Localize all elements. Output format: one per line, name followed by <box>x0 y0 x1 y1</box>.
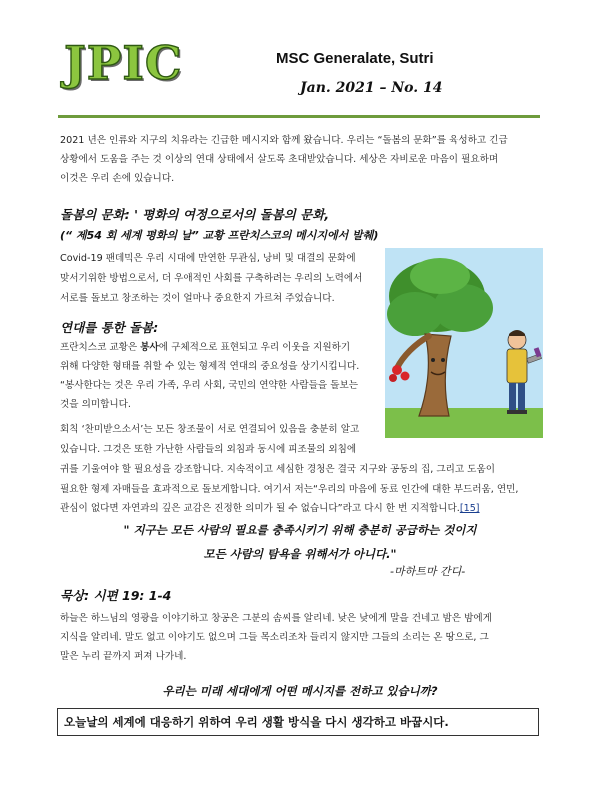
intro-line-2: 상황에서 도움을 주는 것 이상의 연대 상태에서 살도록 초대받았습니다. 세상은 자비로운 마음이 필요하며 <box>60 154 499 165</box>
tree-eye <box>431 358 435 362</box>
tree-eye <box>441 358 445 362</box>
section1-line-2: 맞서기위한 방법으로서, 더 우애적인 사회를 구축하려는 우리의 노력에서 <box>60 273 363 284</box>
org-title: MSC Generalate, Sutri <box>276 50 434 67</box>
section3-line-5 <box>60 499 480 518</box>
quote-line-1: " 지구는 모든 사람의 필요를 충족시키기 위해 충분히 공급하는 것이지 <box>123 523 477 537</box>
apple-icon <box>392 365 402 375</box>
section2-line-2: 위해 다양한 형태를 취할 수 있는 형제적 연대의 중요성을 상기시킵니다. <box>60 361 360 372</box>
section1-line-3: 서로를 돌보고 창조하는 것이 얼마나 중요한지 가르쳐 주었습니다. <box>60 293 335 304</box>
intro-line-1: 2021 년은 인류와 지구의 치유라는 긴급한 메시지와 함께 왔습니다. 우리는 “돌봄의 문화”를 육성하고 긴급 <box>60 135 508 146</box>
meditation-line-1: 하늘은 하느님의 영광을 이야기하고 창공은 그분의 솜씨를 알리네. 낮은 낮에게 말을 건네고 밤은 밤에게 <box>60 613 492 624</box>
intro-line-3: 이것은 우리 손에 있습니다. <box>60 173 175 184</box>
section2-line-3: “봉사한다는 것은 우리 가족, 우리 사회, 국민의 연약한 사람들을 돌보는 <box>60 380 359 391</box>
section2-line-1 <box>60 338 350 357</box>
section3-line-5-text: 관심이 없다면 자연과의 깊은 교감은 진정한 의미가 될 수 없습니다”라고 다시 한 번 지적합니다. <box>60 503 460 514</box>
meditation-line-2: 지식을 알리네. 말도 없고 이야기도 없으며 그들 목소리조차 들리지 않지만 그들의 소리는 온 땅으로, 그 <box>60 632 489 643</box>
meditation-heading: 묵상: 시편 19: 1-4 <box>60 588 172 603</box>
section2-line-1-post: 에 구체적으로 표현되고 우리 이웃을 지원하기 <box>158 342 351 353</box>
header-divider <box>58 115 540 118</box>
section1-line-1: Covid-19 팬데믹은 우리 시대에 만연한 무관심, 낭비 및 대결의 문화에 <box>60 253 356 264</box>
tree-and-man-illustration <box>385 248 543 438</box>
issue-number: Jan. 2021 – No. 14 <box>300 80 443 96</box>
footnote-link[interactable]: [15] <box>459 503 480 514</box>
section-subheading: (“ 제54 회 세계 평화의 날” 교황 프란치스코의 메시지에서 발췌) <box>60 229 379 242</box>
section3-line-2: 있습니다. 그것은 또한 가난한 사람들의 외침과 동시에 피조물의 외침에 <box>60 444 357 455</box>
section2-line-1-bold: 봉사 <box>140 342 159 353</box>
section2-line-4: 것을 의미합니다. <box>60 399 131 410</box>
quote-author: -마하트마 간디- <box>390 565 466 578</box>
quote-line-2: 모든 사람의 탐욕을 위해서가 아니다." <box>203 547 397 561</box>
callout-question: 우리는 미래 세대에게 어떤 메시지를 전하고 있습니까? <box>162 684 438 698</box>
section3-line-1: 회칙 ‘찬미받으소서’는 모든 창조물이 서로 연결되어 있음을 충분히 알고 <box>60 424 360 435</box>
section-heading-solidarity: 연대를 통한 돌봄: <box>60 320 159 335</box>
section3-line-4: 필요한 형제 자매들을 효과적으로 돌보게합니다. 여기서 저는“우리의 마음에 동료 인간에 대한 부드러움, 연민, <box>60 484 519 495</box>
section2-line-1-pre: 프란치스코 교황은 <box>60 342 141 353</box>
boxed-statement: 오늘날의 세계에 대응하기 위하여 우리 생활 방식을 다시 생각하고 바꿉시다. <box>64 715 449 729</box>
jpic-logo: JPIC <box>64 36 183 90</box>
apple-icon <box>389 374 397 382</box>
apple-icon <box>401 372 410 381</box>
section-heading-culture-of-care: 돌봄의 문화: ' 평화의 여정으로서의 돌봄의 문화, <box>60 207 330 222</box>
section3-line-3: 귀를 기울여야 할 필요성을 강조합니다. 지속적이고 세심한 경청은 결국 지구와 공동의 집, 그리고 도움이 <box>60 464 495 475</box>
meditation-line-3: 말은 누리 끝까지 퍼져 나가네. <box>60 651 187 662</box>
